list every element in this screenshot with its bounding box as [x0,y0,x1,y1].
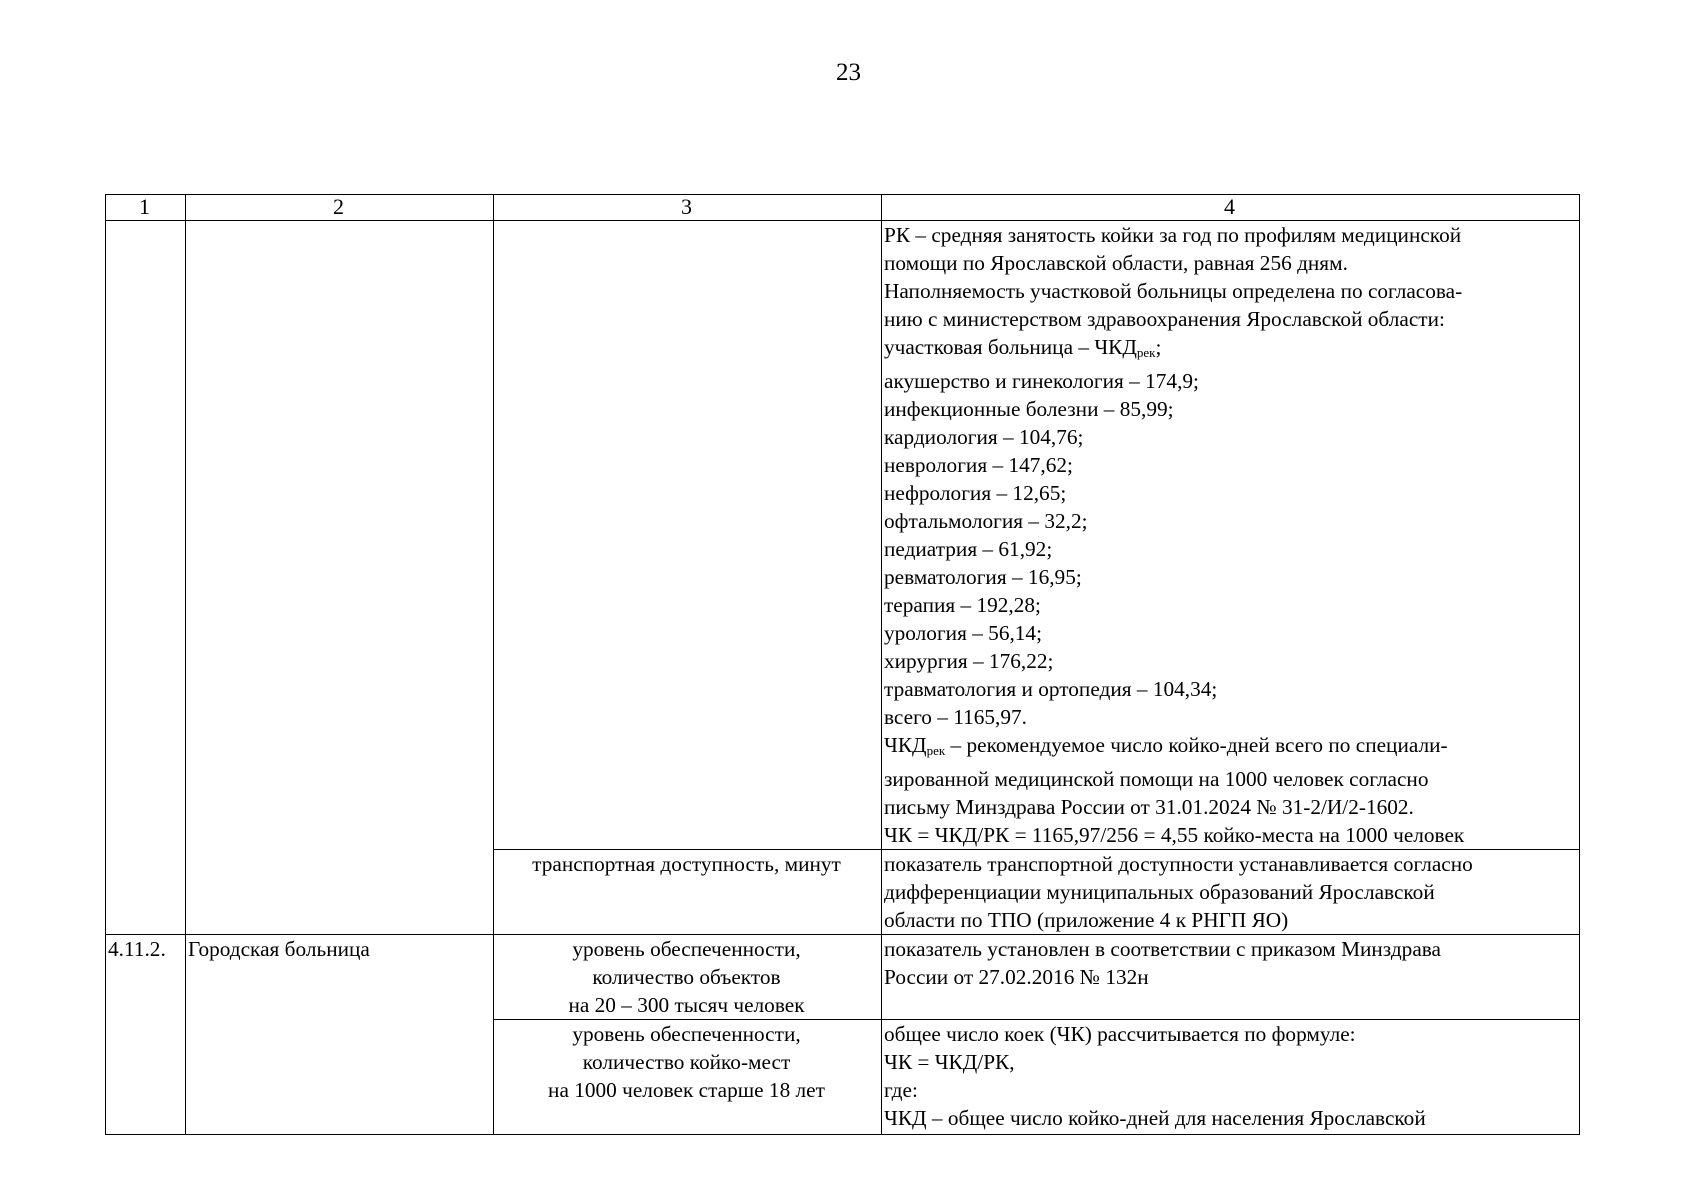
text-line: на 20 – 300 тысяч человек [568,993,805,1017]
table-row-4-11-2 [106,935,1580,1020]
text-line: РК – средняя занятость койки за год по профилям медицинской [884,223,1462,247]
cell-transport-description [882,850,1580,935]
text-line: травматология и ортопедия – 104,34; [884,677,1218,701]
text-line: всего – 1165,97. [884,705,1027,729]
text-line: кардиология – 104,76; [884,425,1084,449]
text-line: уровень обеспеченности, [572,1022,801,1046]
chkd-prefix: ЧКД [884,733,927,757]
text-line: ЧКД – общее число койко-дней для населения Ярославской [884,1106,1426,1130]
text-line: показатель транспортной доступности устанавливается согласно [884,852,1473,876]
chkd-subscript: рек [926,743,946,758]
ucastkovaya-subscript: рек [1136,345,1156,360]
text-line: Наполняемость участковой больницы определена по согласова- [884,279,1463,303]
text-line: ЧК = ЧКД/РК, [884,1050,1015,1074]
cell-bed-calculation [882,221,1580,850]
cell-transport-indicator: транспортная доступность, минут [494,850,882,935]
text-line: показатель установлен в соответствии с приказом Минздрава [884,937,1441,961]
text-line: на 1000 человек старше 18 лет [548,1078,825,1102]
ucastkovaya-prefix: участковая больница – ЧКД [884,335,1137,359]
cell-provision-objects-description [882,935,1580,1020]
text-line: нию с министерством здравоохранения Ярославской области: [884,307,1445,331]
cell-provision-beds [494,1020,882,1135]
cell-empty-col2 [186,221,494,935]
cell-provision-objects [494,935,882,1020]
text-line: ЧК = ЧКД/РК = 1165,97/256 = 4,55 койко-места на 1000 человек [884,823,1465,847]
header-col-4: 4 [882,195,1580,221]
requirements-table [105,194,1580,1135]
page-number: 23 [836,59,861,86]
cell-empty-col3 [494,221,882,850]
text-line: педиатрия – 61,92; [884,537,1053,561]
text-line: ревматология – 16,95; [884,565,1082,589]
text-line-ucastkovaya [884,333,1575,367]
text-line: где: [884,1078,918,1102]
text-line: количество объектов [592,965,781,989]
text-line: урология – 56,14; [884,621,1043,645]
text-line: акушерство и гинекология – 174,9; [884,369,1199,393]
text-line: России от 27.02.2016 № 132н [884,965,1149,989]
header-col-2: 2 [186,195,494,221]
text-line: области по ТПО (приложение 4 к РНГП ЯО) [884,908,1289,932]
text-line: офтальмология – 32,2; [884,509,1088,533]
text-line: неврология – 147,62; [884,453,1073,477]
header-col-3: 3 [494,195,882,221]
chkd-suffix: – рекомендуемое число койко-дней всего по специали- [945,733,1448,757]
cell-provision-beds-description [882,1020,1580,1135]
cell-facility-name: Городская больница [186,935,494,1135]
text-line: нефрология – 12,65; [884,481,1067,505]
header-col-1: 1 [106,195,186,221]
text-line: инфекционные болезни – 85,99; [884,397,1174,421]
table-header-row [106,195,1580,221]
text-line: письму Минздрава России от 31.01.2024 № 31-2/И/2-1602. [884,795,1414,819]
text-line: помощи по Ярославской области, равная 256 дням. [884,251,1348,275]
ucastkovaya-suffix: ; [1155,335,1162,359]
text-line: дифференциации муниципальных образований Ярославской [884,880,1435,904]
text-line: уровень обеспеченности, [572,937,801,961]
text-line-chkd-definition [884,731,1575,765]
text-line: зированной медицинской помощи на 1000 человек согласно [884,767,1429,791]
table-row [106,221,1580,850]
cell-empty-col1 [106,221,186,935]
text-line: хирургия – 176,22; [884,649,1054,673]
text-line: терапия – 192,28; [884,593,1041,617]
text-line: количество койко-мест [582,1050,791,1074]
text-line: общее число коек (ЧК) рассчитывается по формуле: [884,1022,1356,1046]
cell-item-number: 4.11.2. [106,935,186,1135]
